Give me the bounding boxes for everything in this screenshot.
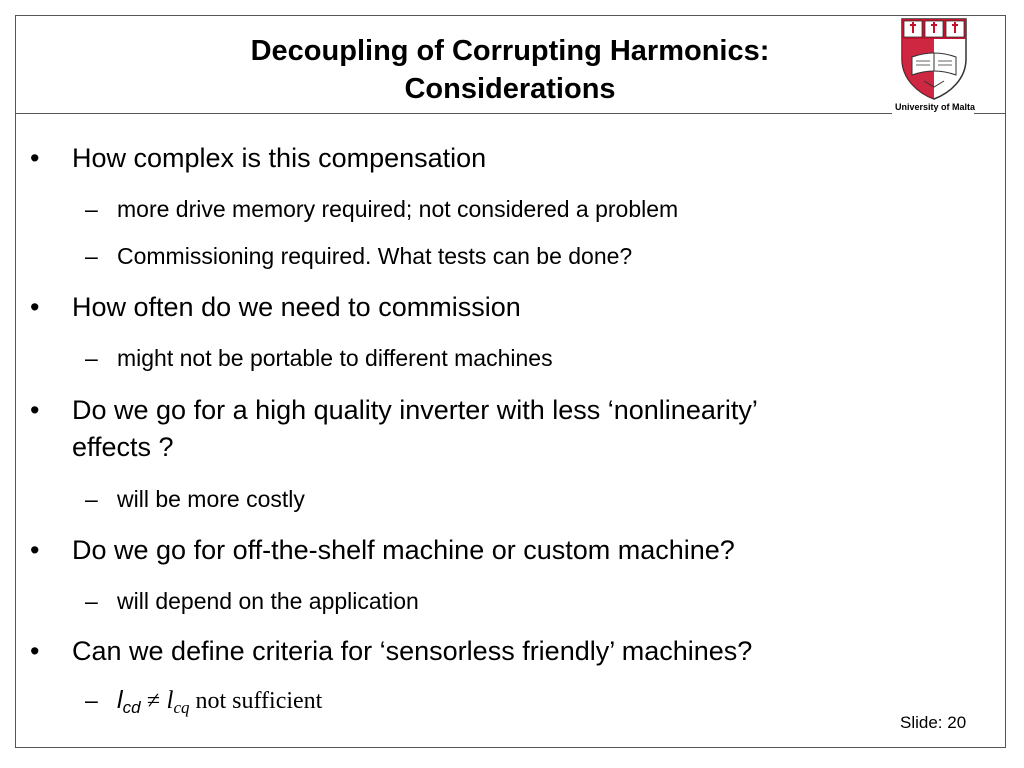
university-name: University of Malta xyxy=(894,102,976,112)
bullet-glyph: • xyxy=(30,395,40,425)
math-variable: l xyxy=(166,687,174,714)
sub-bullet-item xyxy=(85,343,937,373)
bullet-text: How complex is this compensation xyxy=(72,143,487,173)
dash-glyph: – xyxy=(85,687,98,713)
bullet-item xyxy=(30,392,952,466)
sub-bullet-item xyxy=(85,586,937,616)
dash-glyph: – xyxy=(85,486,98,512)
sub-bullet-text: will depend on the application xyxy=(117,588,419,614)
title-line-1: Decoupling of Corrupting Harmonics: xyxy=(250,35,770,67)
title-line-2: Considerations xyxy=(404,73,616,105)
bullet-glyph: • xyxy=(30,636,40,666)
sub-bullet-item xyxy=(85,241,937,271)
dash-glyph: – xyxy=(85,243,98,269)
bullet-text: How often do we need to commission xyxy=(72,292,521,322)
sub-bullet-math xyxy=(85,685,937,723)
math-remainder-text: not sufficient xyxy=(189,688,323,714)
bullet-text-line-1: Do we go for a high quality inverter with less ‘nonlinearity’ xyxy=(72,395,758,425)
sub-bullet-text: Commissioning required. What tests can be done? xyxy=(117,243,633,269)
math-subscript: cd xyxy=(122,698,141,717)
sub-bullet-text: more drive memory required; not considered a problem xyxy=(117,196,679,222)
math-subscript: cq xyxy=(173,698,190,717)
bullet-glyph: • xyxy=(30,292,40,322)
bullet-item xyxy=(30,532,952,569)
sub-bullet-item xyxy=(85,194,937,224)
sub-bullet-text: might not be portable to different machines xyxy=(117,345,553,371)
bullet-text-line-2: effects ? xyxy=(72,432,174,462)
not-equal-symbol: ≠ xyxy=(146,688,161,714)
math-variable: l xyxy=(117,686,123,714)
bullet-glyph: • xyxy=(30,143,40,173)
sub-bullet-text: will be more costly xyxy=(117,486,305,512)
bullet-item xyxy=(30,140,952,177)
dash-glyph: – xyxy=(85,345,98,371)
dash-glyph: – xyxy=(85,196,98,222)
bullet-text: Do we go for off-the-shelf machine or custom machine? xyxy=(72,535,735,565)
bullet-item xyxy=(30,289,952,326)
dash-glyph: – xyxy=(85,588,98,614)
sub-bullet-item xyxy=(85,484,937,514)
bullet-item xyxy=(30,633,952,670)
bullet-text: Can we define criteria for ‘sensorless friendly’ machines? xyxy=(72,636,753,666)
slide-number: Slide: 20 xyxy=(900,713,967,732)
bullet-glyph: • xyxy=(30,535,40,565)
